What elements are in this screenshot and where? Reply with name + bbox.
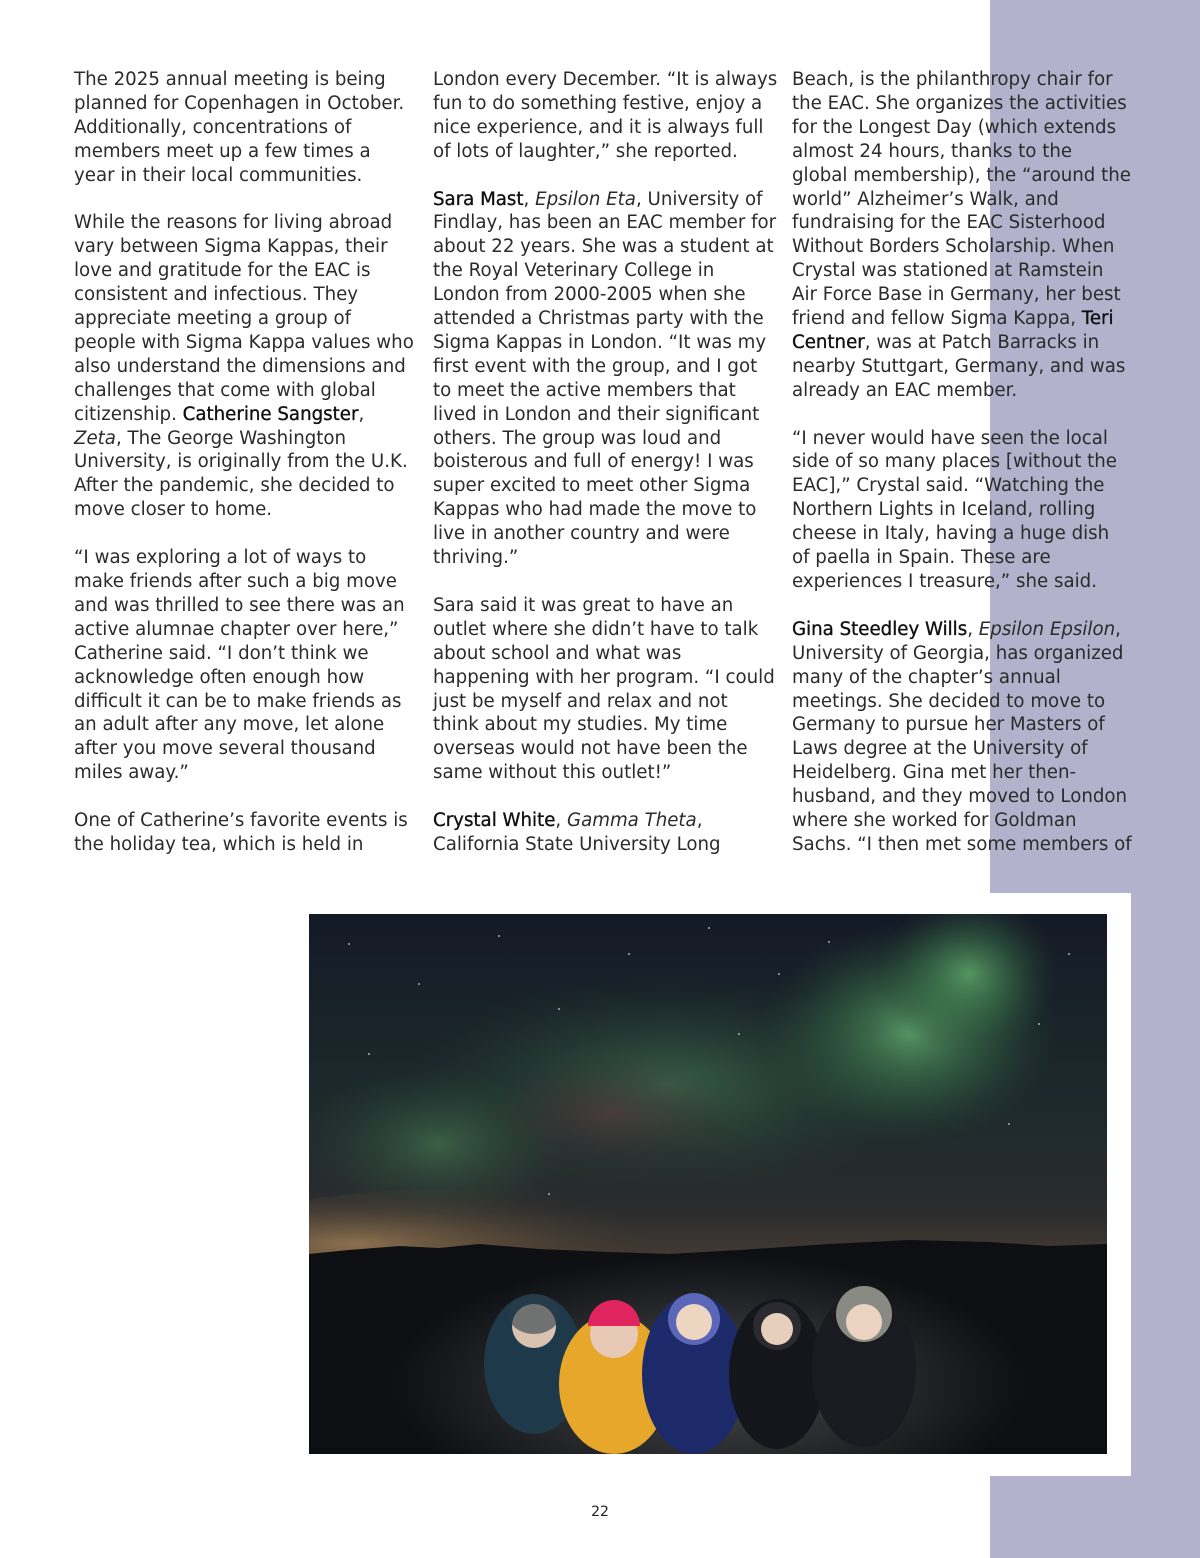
- separator: ,: [523, 188, 536, 210]
- separator: ,: [555, 810, 567, 832]
- paragraph: “I never would have seen the local side of so many places [without the EAC],” Crystal said. “Watching the Northern Lights in Iceland, rolling cheese in Italy, having a huge dish of paella in Spain. These are experiences I treasure,” she said.: [792, 427, 1117, 593]
- member-name: Crystal White: [433, 810, 556, 832]
- paragraph-text: While the reasons for living abroad vary between Sigma Kappas, their love and gratitude for the EAC is consistent and infectious. They appreciate meeting a group of people with Sigma Kappa values who also understand the dimensions and challenges that come with global citizenship.: [74, 212, 414, 425]
- member-name: Teri Centner: [792, 308, 1114, 353]
- paragraph: London every December. “It is always fun to do something festive, enjoy a nice experience, and it is always full of lots of laughter,” she reported.: [433, 69, 778, 162]
- chapter-name: Gamma Theta: [567, 810, 697, 832]
- paragraph-text: , The George Washington University, is originally from the U.K. After the pandemic, she decided to move closer to home.: [74, 427, 408, 521]
- chapter-name: Zeta: [74, 427, 116, 449]
- article-column-2: [433, 68, 778, 857]
- paragraph: [433, 188, 778, 571]
- paragraph: One of Catherine’s favorite events is the holiday tea, which is held in: [74, 810, 408, 855]
- article-column-1: [74, 68, 414, 857]
- paragraph-text: , University of Georgia, has organized many of the chapter’s annual meetings. She decided to move to Germany to pursue her Masters of Laws degree at the University of Heidelberg. Gina met her then-husband, and they moved to London where she worked for Goldman Sachs. “I then met some members of: [792, 618, 1132, 855]
- member-name: Sara Mast: [433, 188, 524, 210]
- paragraph-text: , California State University Long: [433, 810, 721, 855]
- member-name: Catherine Sangster: [182, 403, 359, 425]
- paragraph: Sara said it was great to have an outlet where she didn’t have to talk about school and what was happening with her program. “I could just be myself and relax and not think about my studies. My time overseas would not have been the same without this outlet!”: [433, 594, 775, 784]
- paragraph: The 2025 annual meeting is being planned for Copenhagen in October. Additionally, concentrations of members meet up a few times a year in their local communities.: [74, 69, 405, 186]
- northern-lights-group-photo: [309, 914, 1107, 1454]
- page-number: 22: [591, 1504, 609, 1520]
- article-column-3: [792, 68, 1132, 857]
- paragraph: [792, 618, 1132, 857]
- separator: ,: [358, 403, 365, 425]
- paragraph-text: , was at Patch Barracks in nearby Stuttgart, Germany, and was already an EAC member.: [792, 331, 1126, 401]
- paragraph: [792, 68, 1132, 403]
- chapter-name: Epsilon Epsilon: [978, 618, 1116, 640]
- paragraph-text: Beach, is the philanthropy chair for the EAC. She organizes the activities for the Longest Day (which extends almost 24 hours, thanks to the global membership), the “around the world” Alzheimer’s Walk, and fundraising for the EAC Sisterhood Without Borders Scholarship. When Crystal was stationed at Ramstein Air Force Base in Germany, her best friend and fellow Sigma Kappa,: [792, 69, 1131, 330]
- paragraph: “I was exploring a lot of ways to make friends after such a big move and was thrilled to see there was an active alumnae chapter over here,” Catherine said. “I don’t think we acknowledge often enough how difficult it can be to make friends as an adult after any move, let alone after you move several thousand miles away.”: [74, 547, 405, 784]
- chapter-name: Epsilon Eta: [535, 188, 636, 210]
- paragraph: [433, 809, 778, 857]
- separator: ,: [967, 618, 979, 640]
- paragraph: [74, 211, 414, 522]
- paragraph-text: , University of Findlay, has been an EAC member for about 22 years. She was a student at the Royal Veterinary College in London from 2000-2005 when she attended a Christmas party with the Sigma Kappas in London. “It was my first event with the group, and I got to meet the active members that lived in London and their significant others. The group was loud and boisterous and full of energy! I was super excited to meet other Sigma Kappas who had made the move to live in another country and were thriving.”: [433, 188, 777, 569]
- member-name: Gina Steedley Wills: [792, 618, 968, 640]
